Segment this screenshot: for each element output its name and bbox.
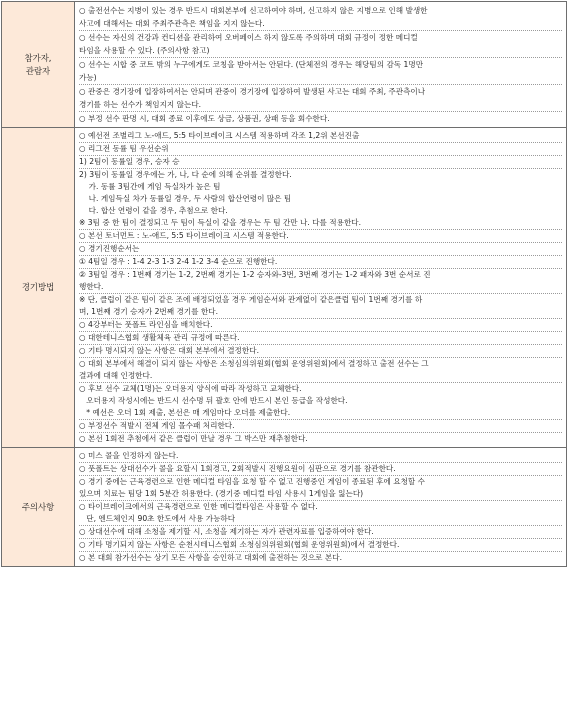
- rule-line: 단, 엔드체인지 90초 한도에서 사용 가능하다: [79, 514, 236, 523]
- rule-line: ○ 대한테니스협회 생활체육 관리 규정에 따른다.: [79, 331, 562, 344]
- rule-line: 2) 3팀이 동률일 경우에는 가, 나, 다 순에 의해 순위를 결정한다.: [79, 168, 562, 181]
- rule-line: ② 3팀일 경우 : 1번째 경기는 1-2, 2번째 경기는 1-2 승자와-3번, 3번째 경기는 1-2 패자와 3번 순서로 진: [79, 268, 562, 281]
- rule-line: ※ 3팀 중 한 팀이 결정되고 두 팀이 득실이 같을 경우는 두 팀 간만 나. 다를 적용한다.: [79, 218, 362, 227]
- rule-line: ○ 관중은 경기장에 입장하여서는 안되며 관중이 경기장에 입장하여 발생된 사고는 대회 주최, 주관측이나: [79, 84, 562, 98]
- section-label: 주의사항: [2, 448, 75, 567]
- section-row-participants: [2, 2, 567, 128]
- rule-line: * 예선은 오더 1회 제출, 본선은 매 게임마다 오더를 제출한다.: [79, 408, 291, 417]
- rules-table: [1, 1, 567, 567]
- rule-line: 경기를 하는 선수가 책임지지 않는다.: [79, 100, 202, 109]
- rule-line: 결과에 대해 인정한다.: [79, 371, 153, 380]
- rule-line: ○ 경기 중에는 근육경련으로 인한 메디컬 타임을 요청 할 수 없고 진행중인 게임이 종료된 후에 요청할 수: [79, 475, 562, 488]
- rule-line: ○ 본선 토너먼트 : 노-애드, 5:5 타이브레이크 시스템 적용한다.: [79, 229, 562, 242]
- rule-line: ○ 미스 콜을 인정하지 않는다.: [79, 451, 179, 460]
- rule-line: 행한다.: [79, 282, 104, 291]
- rule-line: ① 4팀일 경우 : 1-4 2-3 1-3 2-4 1-2 3-4 순으로 진행한다.: [79, 255, 562, 268]
- rule-line: ○ 상대선수에 대해 소청을 제기할 시, 소청을 제기하는 자가 관련자료를 입증하여야 한다.: [79, 525, 562, 538]
- section-label: 경기방법: [2, 128, 75, 448]
- rule-line: ○ 타이브레이크에서의 근육경련으로 인한 메디컬타임은 사용할 수 없다.: [79, 500, 562, 513]
- rule-line: ○ 4강부터는 풋폴트 라인심을 배치한다.: [79, 318, 562, 331]
- section-content: [75, 448, 567, 567]
- rule-line: 오더용지 작성시에는 반드시 선수명 뒤 괄호 안에 반드시 본인 등급을 작성한다.: [79, 396, 348, 405]
- rule-line: 타임을 사용할 수 있다. (주의사항 참고): [79, 46, 210, 55]
- rule-line: ○ 부정 선수 판명 시, 대회 종료 이후에도 상금, 상품권, 상패 등을 회수한다.: [79, 111, 562, 125]
- rule-line: ○ 선수는 자신의 건강과 컨디션을 관리하여 오버페이스 하지 않도록 주의하며 대회 규정이 정한 메디컬: [79, 30, 562, 44]
- rule-line: 있으며 치료는 팀당 1회 5분간 허용한다. (경기중 메디컬 타임 사용시 1게임을 잃는다): [79, 489, 364, 498]
- section-content: [75, 2, 567, 128]
- rule-line: ○ 출전선수는 지병이 있는 경우 반드시 대회본부에 신고하여야 하며, 신고하지 않은 지병으로 인해 발생한: [79, 6, 428, 15]
- rule-line: ○ 부정선수 적발시 전체 게임 몰수패 처리한다.: [79, 419, 562, 432]
- rule-line: ※ 단, 클럽이 같은 팀이 같은 조에 배정되었을 경우 게임순서와 관계없이 같은클럽 팀이 1번째 경기를 하: [79, 293, 562, 306]
- rule-line: ○ 선수는 시합 중 코트 밖의 누구에게도 코칭을 받아서는 안된다. (단체전의 경우는 해당팀의 감독 1명만: [79, 57, 562, 71]
- section-content: [75, 128, 567, 448]
- rule-line: 가능): [79, 73, 97, 82]
- rule-line: ○ 예선전 조별리그 노-애드, 5:5 타이브레이크 시스템 적용하며 각조 1,2위 본선진출: [79, 131, 360, 140]
- section-row-precautions: [2, 448, 567, 567]
- rule-line: 1) 2팀이 동률일 경우, 승자 승: [79, 155, 562, 168]
- rule-line: ○ 리그전 동률 팀 우선순위: [79, 142, 562, 155]
- rule-line: 며, 1번째 경기 승자가 2번째 경기를 한다.: [79, 307, 219, 316]
- section-row-match-method: [2, 128, 567, 448]
- rule-line: ○ 경기진행순서는: [79, 242, 562, 255]
- rule-line: ○ 대회 본부에서 해결이 되지 않는 사항은 소청심의위원회(협회 운영위원회)에서 결정하고 출전 선수는 그: [79, 357, 562, 370]
- rule-line: ○ 기타 명기되지 않는 사항은 순천시테니스협회 소청심의위원회(협회 운영위원회)에서 결정한다.: [79, 538, 562, 551]
- rule-line: 사고에 대해서는 대회 주최주관측은 책임을 지지 않는다.: [79, 19, 265, 28]
- rule-line: 가. 동률 3팀간에 게임 득실차가 높은 팀: [79, 182, 221, 191]
- rule-line: ○ 후보 선수 교체(1명)는 오더용지 양식에 따라 작성하고 교체한다.: [79, 382, 562, 395]
- rule-line: ○ 본선 1회전 추첨에서 같은 클럽이 만날 경우 그 박스만 재추첨한다.: [79, 432, 562, 445]
- rule-line: 나. 게임득실 차가 동률일 경우, 두 사람의 합산연령이 많은 팀: [79, 194, 292, 203]
- rule-line: ○ 풋폴트는 상대선수가 콜을 요할시 1회경고, 2회적발시 진행요원이 심판으로 경기를 참관한다.: [79, 462, 562, 475]
- rule-line: ○ 기타 명시되지 않는 사항은 대회 본부에서 결정한다.: [79, 344, 562, 357]
- section-label: 참가자, 관람자: [2, 2, 75, 128]
- rule-line: 다. 합산 연령이 같을 경우, 추첨으로 한다.: [79, 206, 228, 215]
- rule-line: ○ 본 대회 참가선수는 상기 모든 사항을 승인하고 대회에 출전하는 것으로 본다.: [79, 551, 562, 564]
